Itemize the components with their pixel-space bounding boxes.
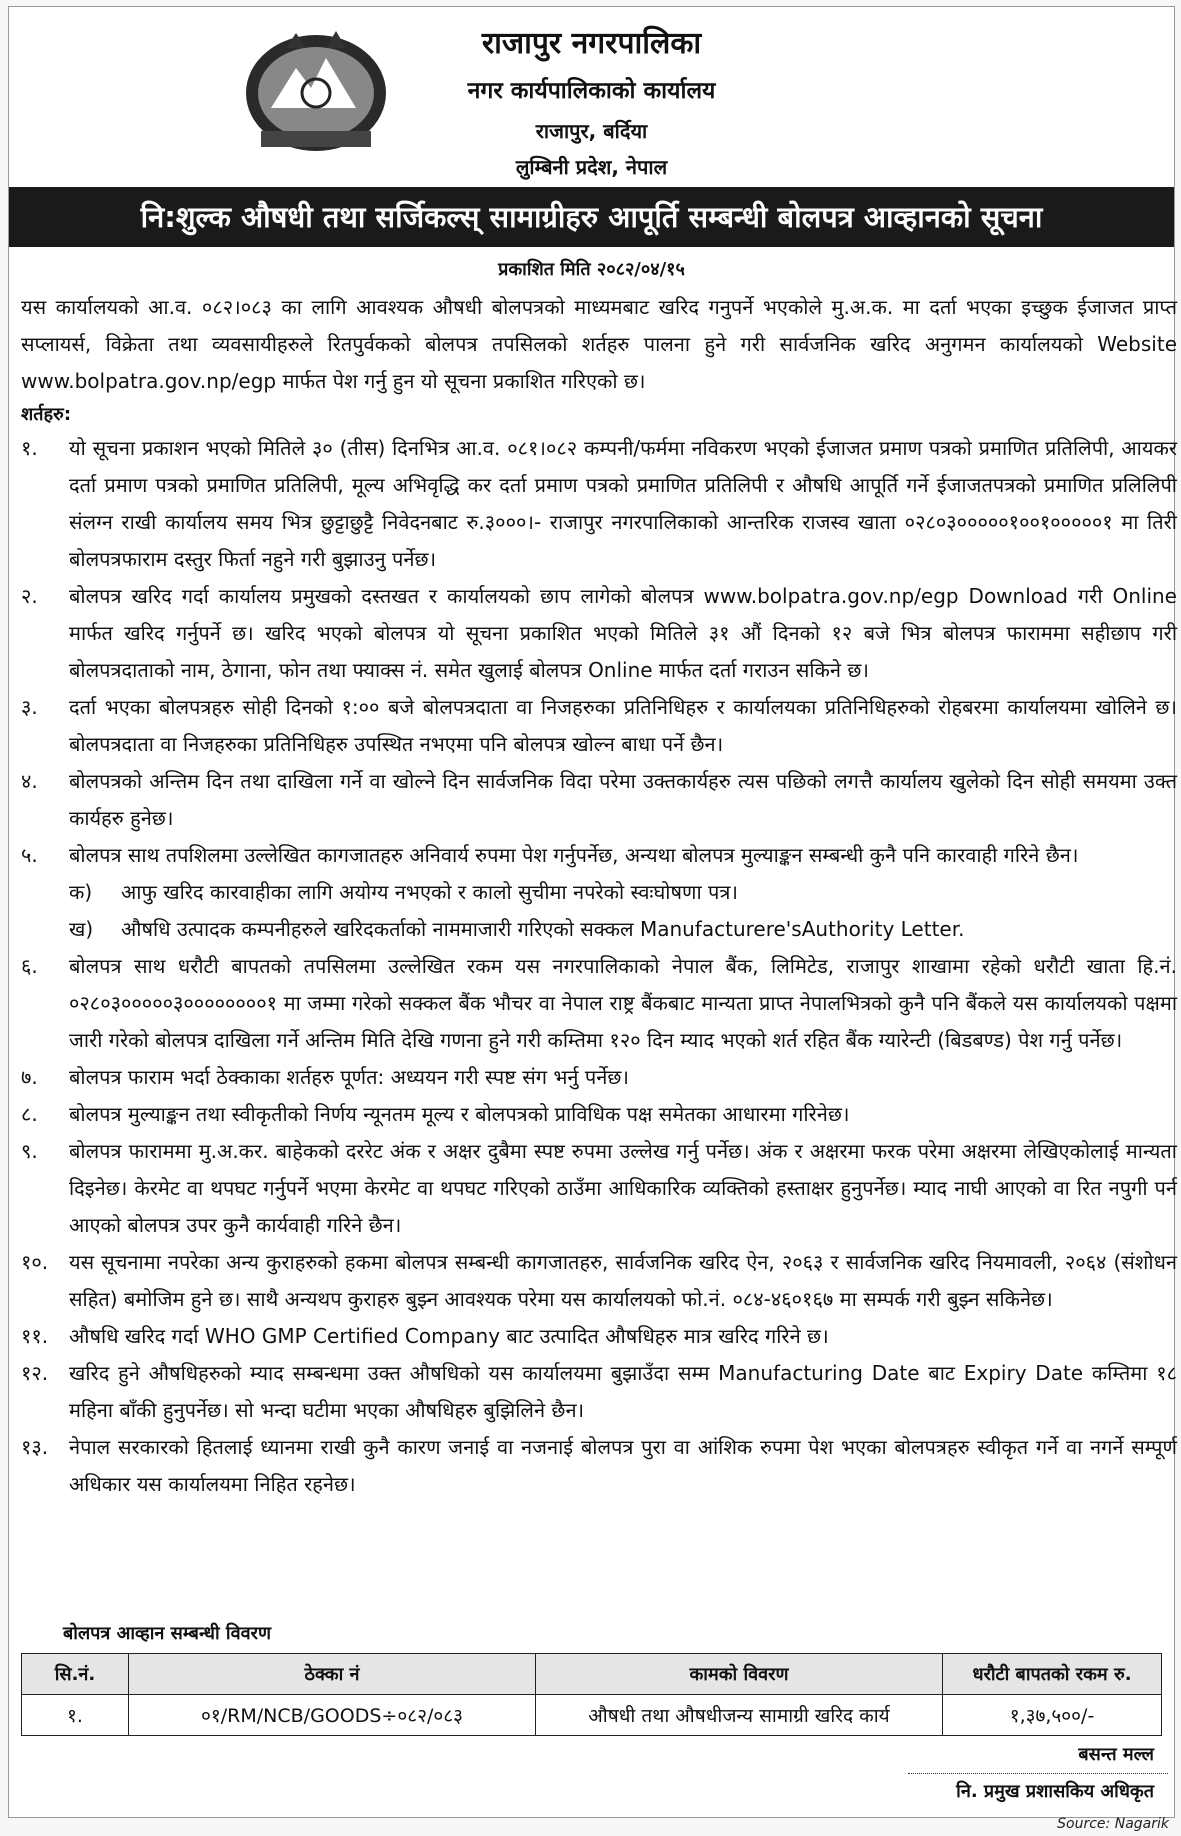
condition-item: ५. बोलपत्र साथ तपशिलमा उल्लेखित कागजातहरु अनिवार्य रुपमा पेश गर्नुपर्नेछ, अन्यथा बोलपत्र मुल्याङ्कन सम्बन्धी कुनै पनि कारवाही गरिने छैन। — [21, 843, 1079, 867]
condition-item: ११. औषधि खरिद गर्दा WHO GMP Certified Company बाट उत्पादित औषधिहरु मात्र खरिद गरिने छ। — [21, 1324, 829, 1348]
col-contract-no: ठेक्का नं — [129, 1654, 536, 1695]
cell-deposit-amount: १,३७,५००/- — [943, 1695, 1162, 1736]
condition-item: ३. दर्ता भएका बोलपत्रहरु सोही दिनको १:०० बजे बोलपत्रदाता वा निजहरुका प्रतिनिधिहरु र कार्यालयका प्रतिनिधिहरुको रोहबरमा कार्यालयमा खोलिने छ। बोलपत्रदाता वा निजहरुका प्रतिनिधिहरु उपस्थित नभएमा पनि बोलपत्र खोल्न बाधा पर्ने छैन। — [21, 695, 1177, 756]
notice-title: नि:शुल्क औषधी तथा सर्जिकल्स् सामाग्रीहरु आपूर्ति सम्बन्धी बोलपत्र आव्हानको सूचना — [9, 187, 1174, 247]
condition-item: ९. बोलपत्र फाराममा मु.अ.कर. बाहेकको दररेट अंक र अक्षर दुबैमा स्पष्ट रुपमा उल्लेख गर्नु पर्नेछ। अंक र अक्षरमा फरक परेमा अक्षरमा लेखिएकोलाई मान्यता दिइनेछ। केरमेट वा थपघट गर्नुपर्ने भएमा केरमेट वा थपघट गरिएको ठाउँमा आधिकारिक व्यक्तिको हस्ताक्षर हुनुपर्नेछ। म्याद नाघी आएको वा रित नपुगी पर्न आएको बोलपत्र उपर कुनै कार्यवाही गरिने छैन। — [21, 1139, 1177, 1237]
cell-sn: १. — [22, 1695, 129, 1736]
condition-item: १. यो सूचना प्रकाशन भएको मितिले ३० (तीस) दिनभित्र आ.व. ०८१।०८२ कम्पनी/फर्ममा नविकरण भएको ईजाजत प्रमाण पत्रको प्रमाणित प्रतिलिपी, आयकर दर्ता प्रमाण पत्रको प्रमाणित प्रतिलिपी, मूल्य अभिवृद्धि कर दर्ता प्रमाण पत्रको प्रमाणित प्रतिलिपी र औषधि आपूर्ति गर्ने ईजाजतपत्रको प्रमाणित प्रलिलिपी संलग्न राखी कार्यालय समय भित्र छुट्टाछुट्टै निवेदनबाट रु.३०००।- राजापुर नगरपालिकाको आन्तरिक राजस्व खाता ०२८०३०००००१००१०००००१ मा तिरी बोलपत्रफाराम दस्तुर फिर्ता नहुने गरी बुझाउनु पर्नेछ। — [21, 436, 1177, 571]
col-work-description: कामको विवरण — [536, 1654, 943, 1695]
notice-body — [21, 289, 1177, 1503]
notice-page — [8, 6, 1175, 1818]
office-name: नगर कार्यपालिकाको कार्यालय — [467, 78, 716, 104]
province: लुम्बिनी प्रदेश, नेपाल — [515, 155, 668, 179]
intro-paragraph: यस कार्यालयको आ.व. ०८२।०८३ का लागि आवश्यक औषधी बोलपत्रको माध्यमबाट खरिद गनुपर्ने भएकोले मु.अ.क. मा दर्ता भएका इच्छुक ईजाजत प्राप्त सप्लायर्स, विक्रेता तथा व्यवसायीहरुले रितपुर्वकको बोलपत्र तपसिलको शर्तहरु पालना हुने गरी सार्वजनिक खरिद अनुगमन कार्यालयको Website www.bolpatra.gov.np/egp मार्फत पेश गर्नु हुन यो सूचना प्रकाशित गरिएको छ। — [21, 295, 1177, 393]
condition-item: २. बोलपत्र खरिद गर्दा कार्यालय प्रमुखको दस्तखत र कार्यालयको छाप लागेको बोलपत्र www.bolpatra.gov.np/egp Download गरी Online मार्फत खरिद गर्नुपर्ने छ। खरिद भएको बोलपत्र यो सूचना प्रकाशित भएको मितिले ३१ औं दिनको १२ बजे भित्र बोलपत्र फाराममा सहीछाप गरी बोलपत्रदाताको नाम, ठेगाना, फोन तथा फ्याक्स नं. समेत खुलाई बोलपत्र Online मार्फत दर्ता गराउन सकिने छ। — [21, 584, 1177, 682]
col-deposit-amount: धरौटी बापतको रकम रु. — [943, 1654, 1162, 1695]
conditions-heading: शर्तहरु: — [21, 404, 72, 425]
condition-item: १३. नेपाल सरकारको हितलाई ध्यानमा राखी कुनै कारण जनाई वा नजनाई बोलपत्र पुरा वा आंशिक रुपमा पेश भएका बोलपत्रहरु स्वीकृत गर्ने वा नगर्ने सम्पूर्ण अधिकार यस कार्यालयमा निहित रहनेछ। — [21, 1435, 1177, 1496]
sub-item: ख) औषधि उत्पादक कम्पनीहरुले खरिदकर्ताको नाममाजारी गरिएको सक्कल Manufacturere'sAuthority Letter. — [69, 917, 965, 941]
org-name: राजापुर नगरपालिका — [481, 26, 702, 61]
condition-item: १०. यस सूचनामा नपरेका अन्य कुराहरुको हकमा बोलपत्र सम्बन्धी कागजातहरु, सार्वजनिक खरिद ऐन, २०६३ र सार्वजनिक खरिद नियमावली, २०६४ (संशोधन सहित) बमोजिम हुने छ। साथै अन्यथप कुराहरु बुझ्न आवश्यक परेमा यस कार्यालयको फो.नं. ०८४-४६०१६७ मा सम्पर्क गरी बुझ्न सकिनेछ। — [21, 1250, 1177, 1311]
signer-title: नि. प्रमुख प्रशासकिय अधिकृत — [956, 1781, 1154, 1802]
sub-item: क) आफु खरिद कारवाहीका लागि अयोग्य नभएको र कालो सुचीमा नपरेको स्वःघोषणा पत्र। — [69, 880, 739, 904]
office-location: राजापुर, बर्दिया — [535, 119, 648, 143]
published-date: प्रकाशित मिति २०८२/०४/१५ — [498, 259, 685, 280]
condition-item: ४. बोलपत्रको अन्तिम दिन तथा दाखिला गर्ने वा खोल्ने दिन सार्वजनिक विदा परेमा उक्तकार्यहरु त्यस पछिको लगत्तै कार्यालय खुलेको दिन सोही समयमा उक्त कार्यहरु हुनेछ। — [21, 769, 1177, 830]
source-credit: Source: Nagarik — [1057, 1816, 1169, 1832]
details-title: बोलपत्र आव्हान सम्बन्धी विवरण — [63, 1623, 271, 1644]
signer-name: बसन्त मल्ल — [1078, 1744, 1154, 1765]
cell-contract-no: ०१/RM/NCB/GOODS÷०८२/०८३ — [129, 1695, 536, 1736]
tender-table — [21, 1653, 1162, 1736]
table-header-row — [22, 1654, 1162, 1695]
cell-work-description: औषधी तथा औषधीजन्य सामाग्री खरिद कार्य — [536, 1695, 943, 1736]
col-sn: सि.नं. — [22, 1654, 129, 1695]
condition-item: १२. खरिद हुने औषधिहरुको म्याद सम्बन्धमा उक्त औषधिको यस कार्यालयमा बुझाउँदा सम्म Manufacturing Date बाट Expiry Date कम्तिमा १८ महिना बाँकी हुनुपर्नेछ। सो भन्दा घटीमा भएका औषधिहरु बुझिलिने छैन। — [21, 1361, 1177, 1422]
table-row — [22, 1695, 1162, 1736]
condition-item: ८. बोलपत्र मुल्याङ्कन तथा स्वीकृतीको निर्णय न्यूनतम मूल्य र बोलपत्रको प्राविधिक पक्ष समेतका आधारमा गरिनेछ। — [21, 1102, 850, 1126]
signature-line — [908, 1773, 1168, 1774]
header — [9, 7, 1174, 179]
condition-item: ६. बोलपत्र साथ धरौटी बापतको तपसिलमा उल्लेखित रकम यस नगरपालिकाको नेपाल बैंक, लिमिटेड, राजापुर शाखामा रहेको धरौटी खाता हि.नं. ०२८०३०००००३००००००००१ मा जम्मा गरेको सक्कल बैंक भौचर वा नेपाल राष्ट्र बैंकबाट मान्यता प्राप्त नेपालभित्रको कुनै पनि बैंकले यस कार्यालयको पक्षमा जारी गरेको बोलपत्र दाखिला गर्ने अन्तिम मिति देखि गणना हुने गरी कम्तिमा १२० दिन म्याद भएको शर्त रहित बैंक ग्यारेन्टी (बिडबण्ड) पेश गर्नु पर्नेछ। — [21, 954, 1177, 1052]
condition-item: ७. बोलपत्र फाराम भर्दा ठेक्काका शर्तहरु पूर्णत: अध्ययन गरी स्पष्ट संग भर्नु पर्नेछ। — [21, 1065, 629, 1089]
